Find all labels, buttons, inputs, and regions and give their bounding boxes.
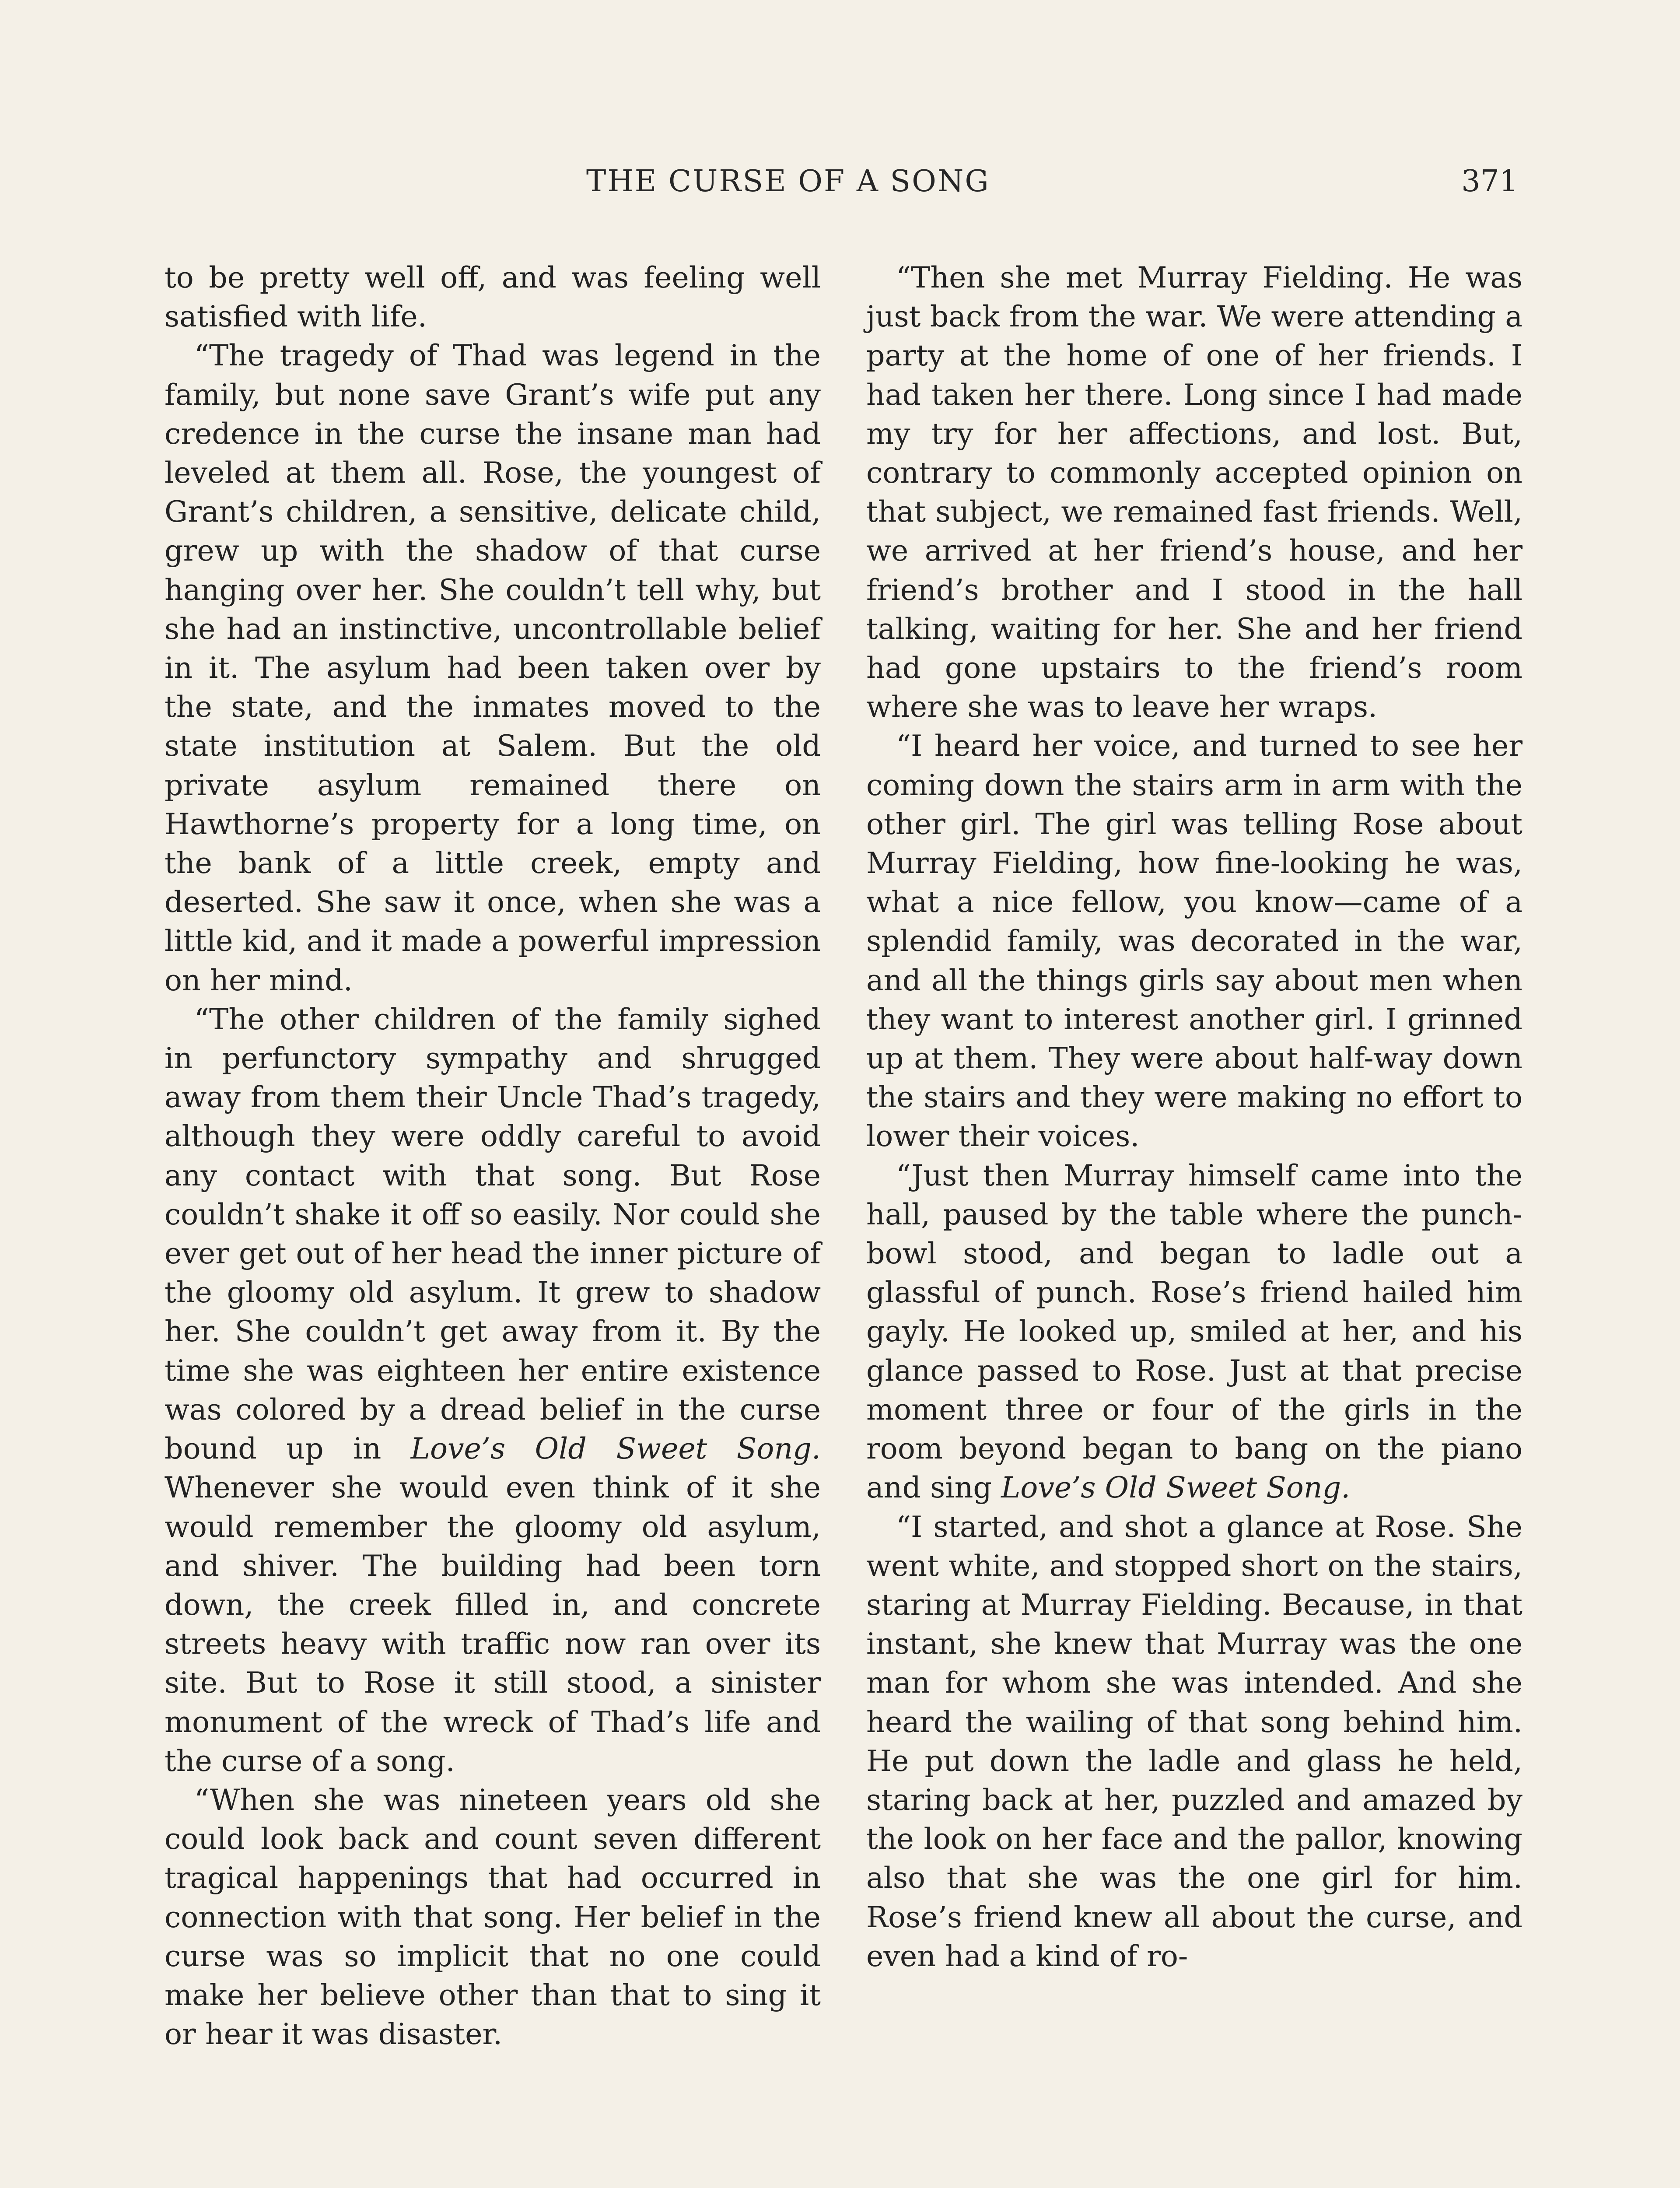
paragraph: “The tragedy of Thad was legend in the family, but none save Grant’s wife put any credence in the curse the insane man had leveled at them all. Rose, the youngest of Grant’s children, a sensitive, delicate child, grew up with the shadow of that curse hanging over her. She couldn’t tell why, but she had an instinctive, uncontrollable belief in it. The asylum had been taken over by the state, and the inmates moved to the state institution at Salem. But the old private asylum remained there on Hawthorne’s property for a long time, on the bank of a little creek, empty and deserted. She saw it once, when she was a little kid, and it made a powerful impression on her mind. (164, 338, 821, 997)
page-number: 371 (1461, 164, 1518, 199)
song-title: Love’s Old Sweet Song. (410, 1431, 821, 1466)
running-head: THE CURSE OF A SONG (586, 164, 990, 199)
paragraph-text: “The other children of the family sighed in perfunctory sympathy and shrugged away from them their Uncle Thad’s tragedy, although they were oddly careful to avoid any contact with that song. But Rose couldn’t shake it off so easily. Nor could she ever get out of her head the inner picture of the gloomy old asylum. It grew to shadow her. She couldn’t get away from it. By the time she was eighteen her entire existence was colored by a dread belief in the curse bound up in (164, 1002, 821, 1466)
left-column (164, 258, 821, 2054)
paragraph: “When she was nineteen years old she could look back and count seven different tragical happenings that had occurred in connection with that song. Her belief in the curse was so implicit that no one could make her believe other than that to sing it or hear it was disaster. (164, 1782, 821, 2051)
song-title: Love’s Old Sweet Song. (1001, 1470, 1351, 1505)
paragraph: “Then she met Murray Fielding. He was just back from the war. We were attending a party at the home of one of her friends. I had taken her there. Long since I had made my try for her affections, and lost. But, contrary to commonly accepted opinion on that subject, we remained fast friends. Well, we arrived at her friend’s house, and her friend’s brother and I stood in the hall talking, waiting for her. She and her friend had gone upstairs to the friend’s room where she was to leave her wraps. (866, 260, 1522, 724)
paragraph (866, 1156, 1522, 1508)
paragraph-text: “Just then Murray himself came into the hall, paused by the table where the punch-bowl stood, and began to ladle out a glassful of punch. Rose’s friend hailed him gayly. He looked up, smiled at her, and his glance passed to Rose. Just at that precise moment three or four of the girls in the room beyond began to bang on the piano and sing (866, 1158, 1522, 1505)
paragraph: to be pretty well off, and was feeling well satisfied with life. (164, 260, 821, 334)
paragraph-text: Whenever she would even think of it she would remember the gloomy old asylum, and shiver. The building had been torn down, the creek filled in, and concrete streets heavy with traffic now ran over its site. But to Rose it still stood, a sinister monument of the wreck of Thad’s life and the curse of a song. (164, 1470, 821, 1778)
paragraph: “I started, and shot a glance at Rose. She went white, and stopped short on the stairs, staring at Murray Fielding. Because, in that instant, she knew that Murray was the one man for whom she was intended. And she heard the wailing of that song behind him. He put down the ladle and glass he held, staring back at her, puzzled and amazed by the look on her face and the pallor, knowing also that she was the one girl for him. Rose’s friend knew all about the curse, and even had a kind of ro- (866, 1509, 1522, 1973)
paragraph: “I heard her voice, and turned to see her coming down the stairs arm in arm with the other girl. The girl was telling Rose about Murray Fielding, how fine-looking he was, what a nice fellow, you know—came of a splendid family, was decorated in the war, and all the things girls say about men when they want to interest another girl. I grinned up at them. They were about half-way down the stairs and they were making no effort to lower their voices. (866, 729, 1522, 1154)
paragraph (164, 1000, 821, 1781)
right-column (866, 258, 1522, 1976)
